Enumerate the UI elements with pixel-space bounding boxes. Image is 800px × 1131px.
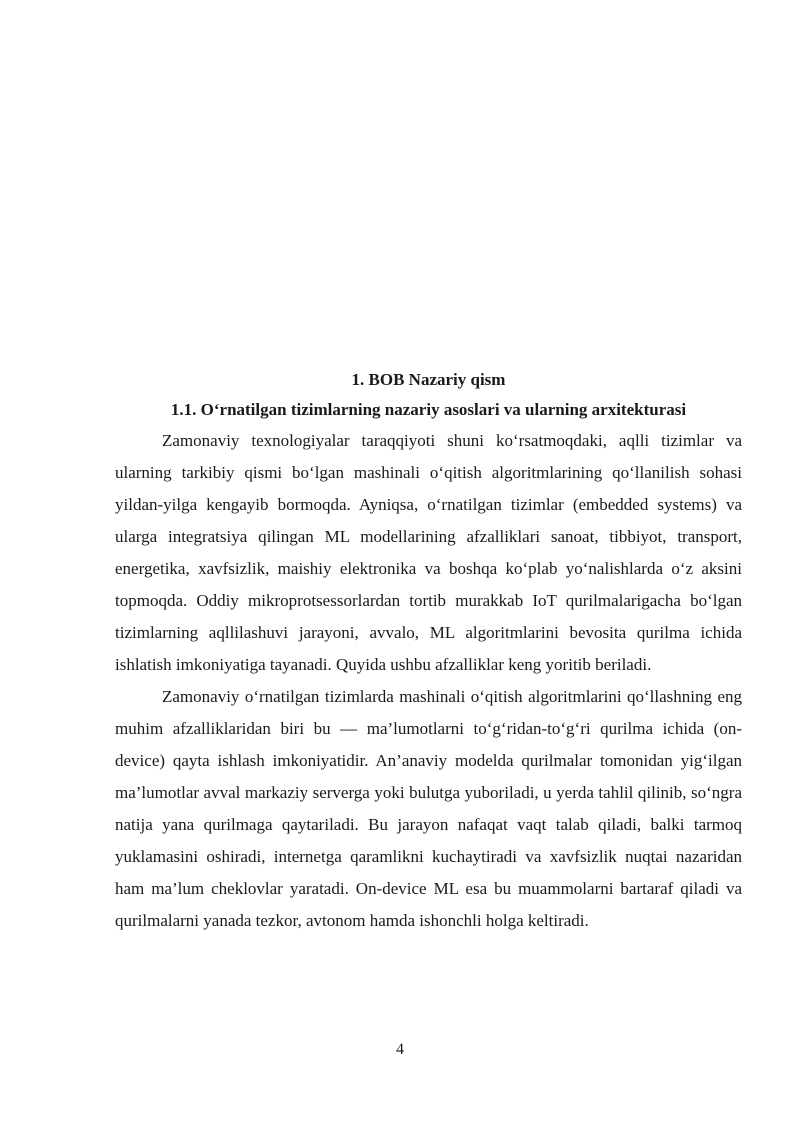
page-content <box>115 369 742 937</box>
body-paragraph: Zamonaviy texnologiyalar taraqqiyoti shuni ko‘rsatmoqdaki, aqlli tizimlar va ularning tarkibiy qismi bo‘lgan mashinali o‘qitish algoritmlarining qo‘llanilish sohasi yildan-yilga kengayib bormoqda. Ayniqsa, o‘rnatilgan tizimlar (embedded systems) va ularga integratsiya qilingan ML modellarining afzalliklari sanoat, tibbiyot, transport, energetika, xavfsizlik, maishiy elektronika va boshqa ko‘plab yo‘nalishlarda o‘z aksini topmoqda. Oddiy mikroprotsessorlardan tortib murakkab IoT qurilmalarigacha bo‘lgan tizimlarning aqllilashuvi jarayoni, avvalo, ML algoritmlarini bevosita qurilma ichida ishlatish imkoniyatiga tayanadi. Quyida ushbu afzalliklar keng yoritib beriladi. <box>115 431 742 674</box>
page-number: 4 <box>396 1041 404 1058</box>
section-title: 1.1. O‘rnatilgan tizimlarning nazariy asoslari va ularning arxitekturasi <box>170 400 687 419</box>
body-paragraph: Zamonaviy o‘rnatilgan tizimlarda mashinali o‘qitish algoritmlarini qo‘llashning eng muhim afzalliklaridan biri bu — ma’lumotlarni to‘g‘ridan-to‘g‘ri qurilma ichida (on-device) qayta ishlash imkoniyatidir. An’anaviy modelda qurilmalar tomonidan yig‘ilgan ma’lumotlar avval markaziy serverga yoki bulutga yuboriladi, u yerda tahlil qilinib, so‘ngra natija yana qurilmaga qaytariladi. Bu jarayon nafaqat vaqt talab qiladi, balki tarmoq yuklamasini oshiradi, internetga qaramlikni kuchaytiradi va xavfsizlik nuqtai nazaridan ham ma’lum cheklovlar yaratadi. On-device ML esa bu muammolarni bartaraf qiladi va qurilmalarni yanada tezkor, avtonom hamda ishonchli holga keltiradi. <box>115 687 742 930</box>
chapter-title: 1. BOB Nazariy qism <box>351 370 506 389</box>
